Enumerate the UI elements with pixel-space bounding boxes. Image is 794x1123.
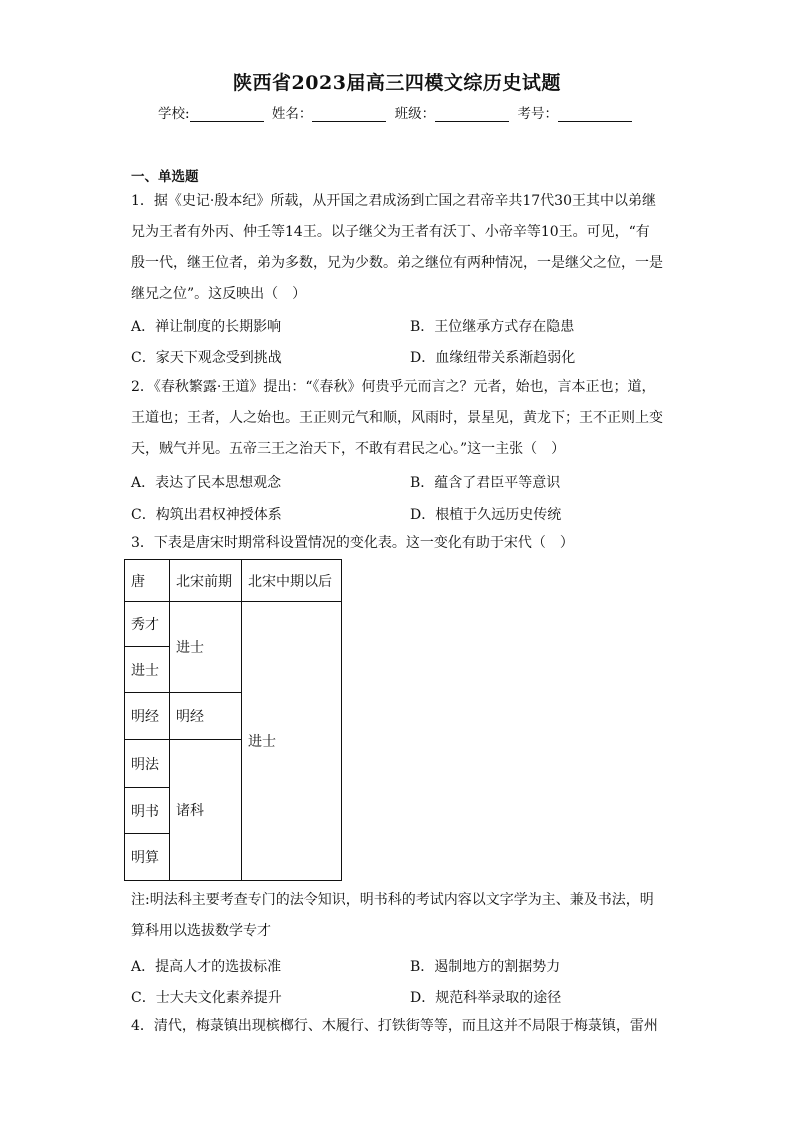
- table-note: [131, 885, 671, 947]
- question-line: 1．据《史记·殷本纪》所载，从开国之君成汤到亡国之君帝辛共17代30王其中以弟继: [131, 193, 656, 209]
- q3-option-a[interactable]: A．提高人才的选拔标准: [131, 959, 282, 975]
- question-3-stem: [131, 528, 671, 559]
- table-cell: 秀才: [125, 602, 170, 647]
- table-cell: 进士: [242, 602, 342, 881]
- question-2-stem: [131, 372, 671, 465]
- table-header-mid-song: 北宋中期以后: [242, 560, 342, 602]
- table-cell: 诸科: [170, 740, 242, 881]
- q1-option-a[interactable]: A．禅让制度的长期影响: [131, 319, 282, 335]
- school-blank[interactable]: [190, 107, 264, 122]
- question-line: 殷一代，继王位者，弟为多数，兄为少数。弟之继位有两种情况，一是继父之位，一是: [131, 255, 663, 271]
- table-cell: 明书: [125, 788, 170, 834]
- q2-option-b[interactable]: B．蕴含了君臣平等意识: [410, 475, 561, 491]
- note-line: 算科用以选拔数学专才: [131, 923, 271, 939]
- question-line: 3．下表是唐宋时期常科设置情况的变化表。这一变化有助于宋代（ ）: [131, 535, 574, 551]
- note-line: 注:明法科主要考查专门的法令知识，明书科的考试内容以文字学为主、兼及书法，明: [131, 892, 654, 908]
- question-line: 王道也；王者，人之始也。王正则元气和顺，风雨时，景星见，黄龙下；王不正则上变: [131, 410, 663, 426]
- q3-option-b[interactable]: B．遏制地方的割据势力: [410, 959, 561, 975]
- class-label: 班级：: [394, 106, 436, 122]
- q2-option-c[interactable]: C．构筑出君权神授体系: [131, 507, 282, 523]
- section-title: 一、单选题: [131, 169, 199, 185]
- question-line: 兄为王者有外丙、仲壬等14王。以子继父为王者有沃丁、小帝辛等10王。可见，“有: [131, 224, 650, 240]
- table-cell: 明经: [170, 693, 242, 740]
- question-line: 天，贼气并见。五帝三王之治天下，不敢有君民之心。”这一主张（ ）: [131, 441, 566, 457]
- q2-option-a[interactable]: A．表达了民本思想观念: [131, 475, 282, 491]
- q1-option-d[interactable]: D．血缘纽带关系渐趋弱化: [410, 350, 576, 366]
- table-cell: 进士: [170, 602, 242, 693]
- question-1-stem: [131, 186, 671, 310]
- table-header-early-song: 北宋前期: [170, 560, 242, 602]
- school-label: 学校:: [158, 106, 190, 122]
- number-label: 考号：: [517, 106, 558, 122]
- question-line: 2．《春秋繁露·王道》提出：“《春秋》何贵乎元而言之？元者，始也，言本正也；道，: [131, 379, 656, 395]
- student-info-line: [0, 102, 794, 122]
- question-line: 继兄之位”。这反映出（ ）: [131, 286, 307, 302]
- q1-option-c[interactable]: C．家天下观念受到挑战: [131, 350, 282, 366]
- q2-option-d[interactable]: D．根植于久远历史传统: [410, 507, 562, 523]
- number-blank[interactable]: [558, 107, 632, 122]
- page-title: 陕西省2023届高三四模文综历史试题: [233, 72, 561, 94]
- table-cell: 进士: [125, 647, 170, 693]
- class-blank[interactable]: [435, 107, 509, 122]
- exam-subjects-table: [124, 559, 342, 881]
- table-cell: 明算: [125, 834, 170, 881]
- q3-option-d[interactable]: D．规范科举录取的途径: [410, 990, 562, 1006]
- table-header-tang: 唐: [125, 560, 170, 602]
- question-4-stem: [131, 1011, 671, 1042]
- q1-option-b[interactable]: B．王位继承方式存在隐患: [410, 319, 575, 335]
- name-blank[interactable]: [312, 107, 386, 122]
- q3-option-c[interactable]: C．士大夫文化素养提升: [131, 990, 282, 1006]
- table-cell: 明法: [125, 740, 170, 788]
- name-label: 姓名：: [271, 106, 313, 122]
- question-line: 4．清代，梅菉镇出现槟榔行、木履行、打铁街等等，而且这并不局限于梅菉镇，雷州: [131, 1018, 658, 1034]
- table-cell: 明经: [125, 693, 170, 740]
